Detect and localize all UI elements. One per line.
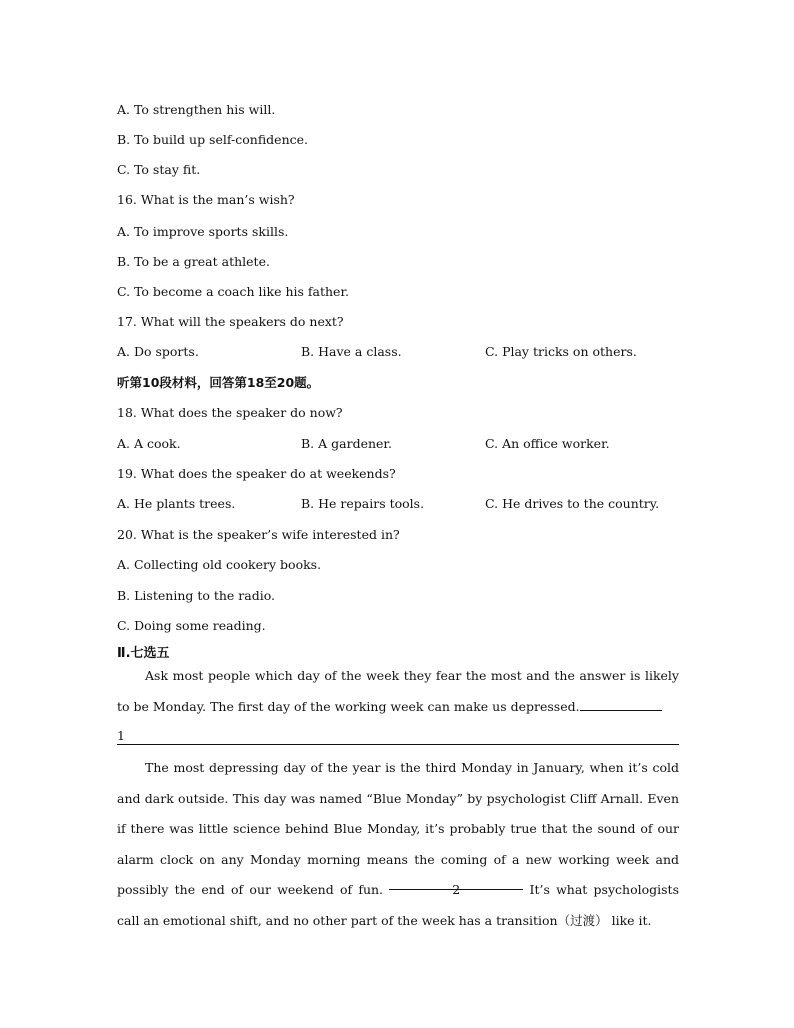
q15-option-b: B. To build up self-confidence. [117, 132, 308, 147]
section10-heading: 听第10段材料，回答第18至20题。 [117, 375, 320, 390]
blank-1-number: 1 [117, 728, 125, 743]
q20-question: 20. What is the speaker’s wife interested in? [117, 527, 400, 542]
blank-1-tail[interactable] [580, 696, 662, 711]
q16-option-a: A. To improve sports skills. [117, 224, 289, 239]
q20-option-c: C. Doing some reading. [117, 618, 266, 633]
q19-question: 19. What does the speaker do at weekends? [117, 466, 396, 481]
blank-2-number: 2 [452, 882, 461, 897]
q18-option-a: A. A cook. [117, 436, 181, 451]
q16-option-b: B. To be a great athlete. [117, 254, 270, 269]
passage-p2-part2: It’s what psychologists call an emotional shift, and no other part of the week has a transition（过渡） like it. [117, 882, 679, 928]
q16-option-c: C. To become a coach like his father. [117, 284, 350, 299]
part2-heading: Ⅱ.七选五 [117, 646, 170, 661]
q17-option-c: C. Play tricks on others. [485, 344, 637, 359]
passage-paragraph-1 [117, 661, 679, 722]
q18-option-c: C. An office worker. [485, 436, 610, 451]
q17-question: 17. What will the speakers do next? [117, 314, 344, 329]
q16-question: 16. What is the man’s wish? [117, 192, 295, 207]
passage-p2-part1: The most depressing day of the year is the third Monday in January, when it’s cold and dark outside. This day was named “Blue Monday” by psychologist Cliff Arnall. Even if there was little science behind Blue Monday, it’s probably true that the sound of our alarm clock on any Monday morning means the coming of a new working week and possibly the end of our weekend of fun. [117, 760, 679, 897]
q20-option-a: A. Collecting old cookery books. [117, 557, 322, 572]
q15-option-a: A. To strengthen his will. [117, 102, 276, 117]
blank-1[interactable] [117, 728, 679, 745]
blank-2[interactable] [389, 875, 523, 897]
q17-option-a: A. Do sports. [117, 344, 199, 359]
passage-p1-text: Ask most people which day of the week they fear the most and the answer is likely to be Monday. The first day of the working week can make us depressed. [117, 668, 679, 714]
q19-option-c: C. He drives to the country. [485, 496, 660, 511]
q18-option-b: B. A gardener. [301, 436, 392, 451]
q17-option-b: B. Have a class. [301, 344, 402, 359]
q19-option-b: B. He repairs tools. [301, 496, 425, 511]
q19-option-a: A. He plants trees. [117, 496, 236, 511]
q15-option-c: C. To stay fit. [117, 162, 201, 177]
q20-option-b: B. Listening to the radio. [117, 588, 276, 603]
passage-paragraph-2 [117, 753, 679, 936]
q18-question: 18. What does the speaker do now? [117, 405, 343, 420]
